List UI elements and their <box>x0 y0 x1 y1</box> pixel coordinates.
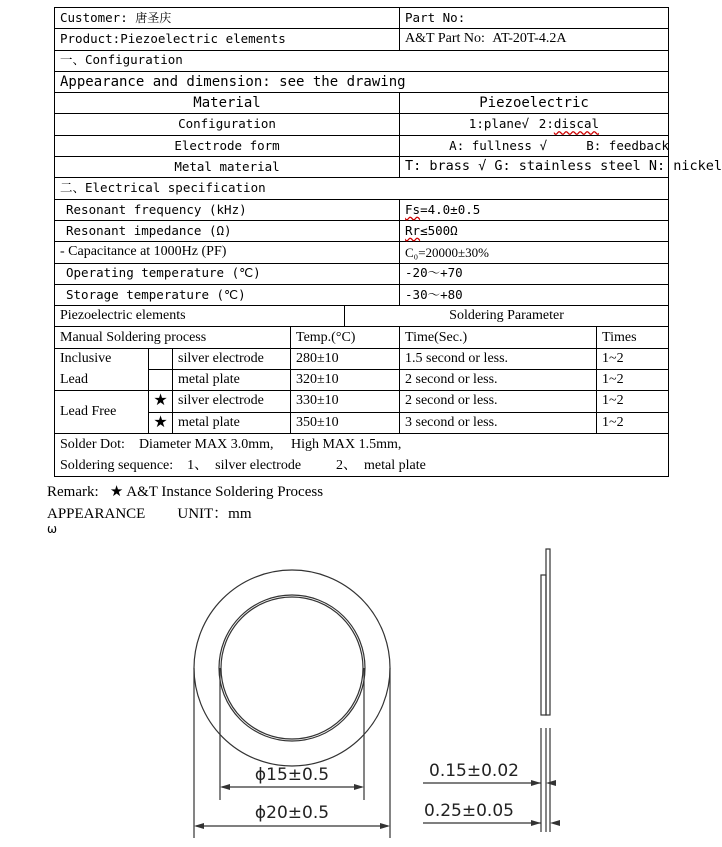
time-cell: 1.5 second or less. <box>405 350 509 366</box>
solder-dot-note: Solder Dot: Diameter MAX 3.0mm, High MAX 1.5mm, <box>60 436 402 452</box>
operating-temp-label: Operating temperature (℃) <box>66 265 261 281</box>
soldering-sequence-note: Soldering sequence: 1、 silver electrode 2、 metal plate <box>60 457 426 473</box>
electrode-cell: silver electrode <box>178 350 264 366</box>
times-col-header: Times <box>602 329 637 345</box>
side-ceramic <box>541 575 546 715</box>
manual-soldering-label: Manual Soldering process <box>60 329 207 345</box>
arrow-icon <box>550 820 560 826</box>
time-cell: 3 second or less. <box>405 414 498 430</box>
soldering-param-title: Soldering Parameter <box>449 308 564 324</box>
lead-free-label: Lead Free <box>60 404 117 420</box>
at-part-no-label: A&T Part No: <box>405 31 485 47</box>
config-section-title: 一、Configuration <box>60 52 183 68</box>
capacitance-value: =20000±30% <box>418 244 490 260</box>
electrode-cell: metal plate <box>178 372 240 388</box>
configuration-label: Configuration <box>178 116 276 132</box>
arrow-icon <box>194 823 204 829</box>
appearance-line: Appearance and dimension: see the drawing <box>60 74 406 91</box>
capacitance-symbol: C₀ <box>405 244 419 260</box>
total-thickness-label: 0.25±0.05 <box>424 801 514 821</box>
times-cell: 1~2 <box>602 372 624 388</box>
impedance-label: Resonant impedance (Ω) <box>66 222 232 238</box>
soldering-title: Piezoelectric elements <box>60 308 186 324</box>
operating-temp-value: -20～+70 <box>405 265 463 281</box>
times-cell: 1~2 <box>602 350 624 366</box>
arrow-icon <box>220 784 230 790</box>
freq-label: Resonant frequency (kHz) <box>66 201 247 217</box>
electrode-cell: silver electrode <box>178 393 264 409</box>
arrow-icon <box>380 823 390 829</box>
star-icon: ★ <box>153 392 168 410</box>
arrow-icon <box>354 784 364 790</box>
electrode-option-feedback: B: feedback <box>586 137 670 153</box>
capacitance-label: - Capacitance at 1000Hz (PF) <box>60 244 227 260</box>
arrow-icon <box>546 780 556 786</box>
times-cell: 1~2 <box>602 393 624 409</box>
material-label: Material <box>193 95 261 112</box>
temp-col-header: Temp.(°C) <box>296 329 356 345</box>
impedance-value: ≤500Ω <box>420 222 458 238</box>
time-col-header: Time(Sec.) <box>405 329 468 345</box>
arrow-icon <box>531 780 541 786</box>
unit-label: UNIT：mm <box>177 506 252 522</box>
inner-ceramic <box>219 595 365 741</box>
inner-ceramic-edge <box>221 597 363 739</box>
config-option-plane: 1:plane√ <box>468 116 530 132</box>
product-label: Product: <box>60 31 121 47</box>
metal-value: T: brass √ G: stainless steel N: nickel <box>405 158 722 175</box>
metal-label: Metal material <box>174 158 280 174</box>
remark-label: Remark: <box>47 484 99 500</box>
temp-cell: 280±10 <box>296 350 339 366</box>
electrode-cell: metal plate <box>178 414 240 430</box>
config-option-discal: discal <box>553 116 600 132</box>
paragraph-mark-text: ω <box>47 522 58 536</box>
electrical-section-title: 二、Electrical specification <box>60 180 266 196</box>
temp-cell: 350±10 <box>296 414 339 430</box>
star-icon: ★ <box>153 413 168 431</box>
electrode-option-fullness: A: fullness √ <box>449 137 548 153</box>
ceramic-thickness-label: 0.15±0.02 <box>429 761 519 781</box>
time-cell: 2 second or less. <box>405 393 498 409</box>
storage-temp-value: -30～+80 <box>405 286 463 302</box>
times-cell: 1~2 <box>602 414 624 430</box>
part-no-label: Part No: <box>405 9 466 25</box>
at-part-no-value: AT-20T-4.2A <box>492 31 567 47</box>
outer-disc <box>194 570 390 766</box>
config-option-prefix: 2: <box>538 116 554 132</box>
inner-diameter-label: ϕ15±0.5 <box>254 765 330 785</box>
freq-symbol: Fs <box>405 201 421 217</box>
electrode-label: Electrode form <box>174 137 280 153</box>
arrow-icon <box>531 820 541 826</box>
inclusive-label: Inclusive <box>60 351 112 367</box>
temp-cell: 320±10 <box>296 372 339 388</box>
freq-value: =4.0±0.5 <box>420 201 481 217</box>
time-cell: 2 second or less. <box>405 372 498 388</box>
lead-label: Lead <box>60 371 88 387</box>
appearance-title: APPEARANCE <box>47 506 146 522</box>
temp-cell: 330±10 <box>296 393 339 409</box>
remark-text: ★ A&T Instance Soldering Process <box>109 484 324 500</box>
outer-diameter-label: ϕ20±0.5 <box>254 803 330 823</box>
customer-label: Customer: <box>60 9 128 25</box>
impedance-symbol: Rr <box>405 222 421 238</box>
customer-value: 唐圣庆 <box>135 10 172 25</box>
material-value: Piezoelectric <box>479 95 589 112</box>
storage-temp-label: Storage temperature (℃) <box>66 286 246 302</box>
product-value: Piezoelectric elements <box>120 31 286 47</box>
